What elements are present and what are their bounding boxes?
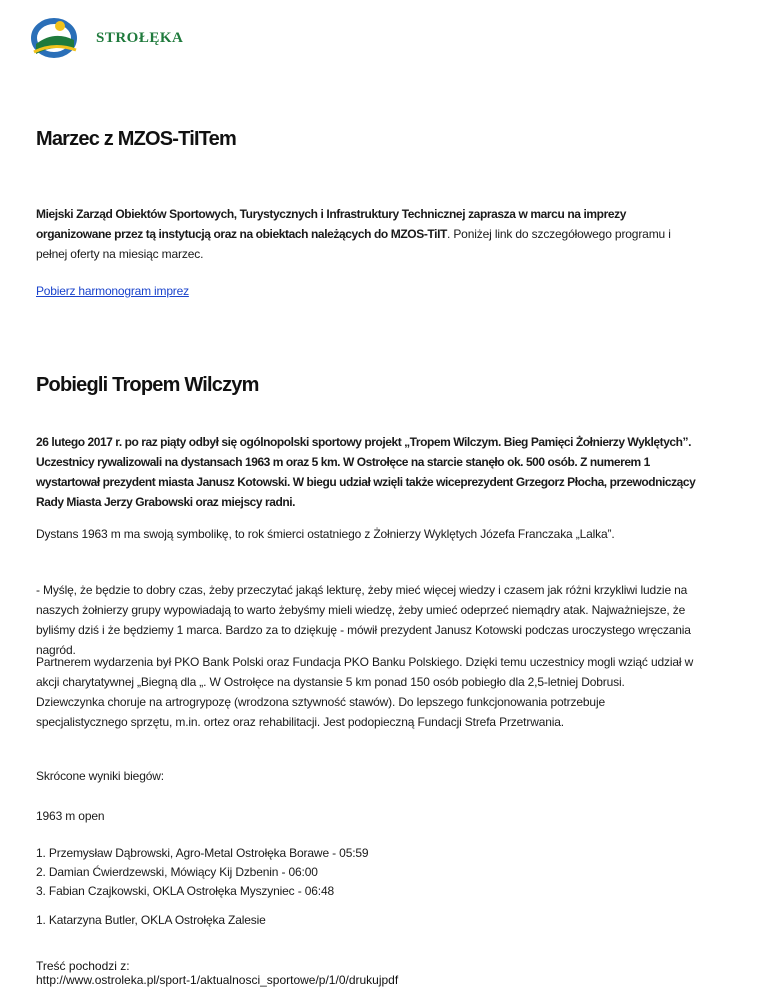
quote-paragraph: - Myślę, że będzie to dobry czas, żeby przeczytać jakąś lekturę, żeby mieć więcej wiedzy i czasem jak różni krzykliwi ludzie na naszych żołnierzy grupy wypowiadają to warto żebyśmy mieli wiedzę, żeby umieć odeprzeć niemądry atak. Najważniejsze, że byliśmy dziś i że będziemy 1 marca. Bardzo za to dziękuję - mówił prezydent Janusz Kotowski podczas uroczystego wręczania nagród. (36, 583, 691, 657)
article-intro (36, 204, 696, 264)
partner-paragraph: Partnerem wydarzenia był PKO Bank Polski oraz Fundacja PKO Banku Polskiego. Dzięki temu uczestnicy mogli wziąć udział w akcji charytatywnej „Biegną dla „. W Ostrołęce na dystansie 5 km ponad 150 osób pobiegło dla 2,5-letniej Dobrusi. Dziewczynka choruje na artrogrypozę (wrodzona sztywność stawów). Do lepszego funkcjonowania potrzebuje specjalistycznego sprzętu, m.in. ortez oraz rehabilitacji. Jest podopieczną Fundacji Strefa Przetrwania. (36, 655, 694, 729)
site-logo[interactable] (30, 14, 200, 60)
article-title-run: Pobiegli Tropem Wilczym (36, 374, 259, 396)
short-results-heading: Skrócone wyniki biegów: (36, 769, 164, 783)
article-intro-bold: Miejski Zarząd Obiektów Sportowych, Turystycznych i Infrastruktury Technicznej zaprasza w marcu na imprezy organizowane przez tą instytucją oraz na obiektach należących do MZOS-TiIT (36, 207, 627, 241)
women-result-item: 1. Katarzyna Butler, OKLA Ostrołęka Zalesie (36, 913, 266, 927)
logo-text: STROŁĘKA (96, 30, 184, 46)
article-title-march: Marzec z MZOS-TiITem (36, 128, 236, 150)
distance-paragraph: Dystans 1963 m ma swoją symbolikę, to rok śmierci ostatniego z Żołnierzy Wyklętych Józefa Franczaka „Lalka”. (36, 527, 615, 541)
source-label: Treść pochodzi z: (36, 959, 130, 973)
results-list (36, 844, 696, 901)
source-url[interactable]: http://www.ostroleka.pl/sport-1/aktualnosci_sportowe/p/1/0/drukujpdf (36, 973, 399, 987)
result-item: 2. Damian Ćwierdzewski, Mówiący Kij Dzbenin - 06:00 (36, 865, 318, 879)
category-label: 1963 m open (36, 809, 105, 823)
result-item: 1. Przemysław Dąbrowski, Agro-Metal Ostrołęka Borawe - 05:59 (36, 846, 369, 860)
result-item: 3. Fabian Czajkowski, OKLA Ostrołęka Myszyniec - 06:48 (36, 884, 335, 898)
download-schedule-link[interactable]: Pobierz harmonogram imprez (36, 284, 189, 298)
article-lead: 26 lutego 2017 r. po raz piąty odbył się ogólnopolski sportowy projekt „Tropem Wilczym. Bieg Pamięci Żołnierzy Wyklętych”. Uczestnicy rywalizowali na dystansach 1963 m oraz 5 km. W Ostrołęce na starcie stanęło ok. 500 osób. Z numerem 1 wystartował prezydent miasta Janusz Kotowski. W biegu udział wzięli także wiceprezydent Grzegorz Płocha, przewodniczący Rady Miasta Jerzy Grabowski oraz miejscy radni. (36, 435, 696, 509)
article-intro-rest: . Poniżej link do szczegółowego programu i pełnej oferty na miesiąc marzec. (36, 227, 671, 261)
logo-emblem-icon (30, 14, 92, 60)
